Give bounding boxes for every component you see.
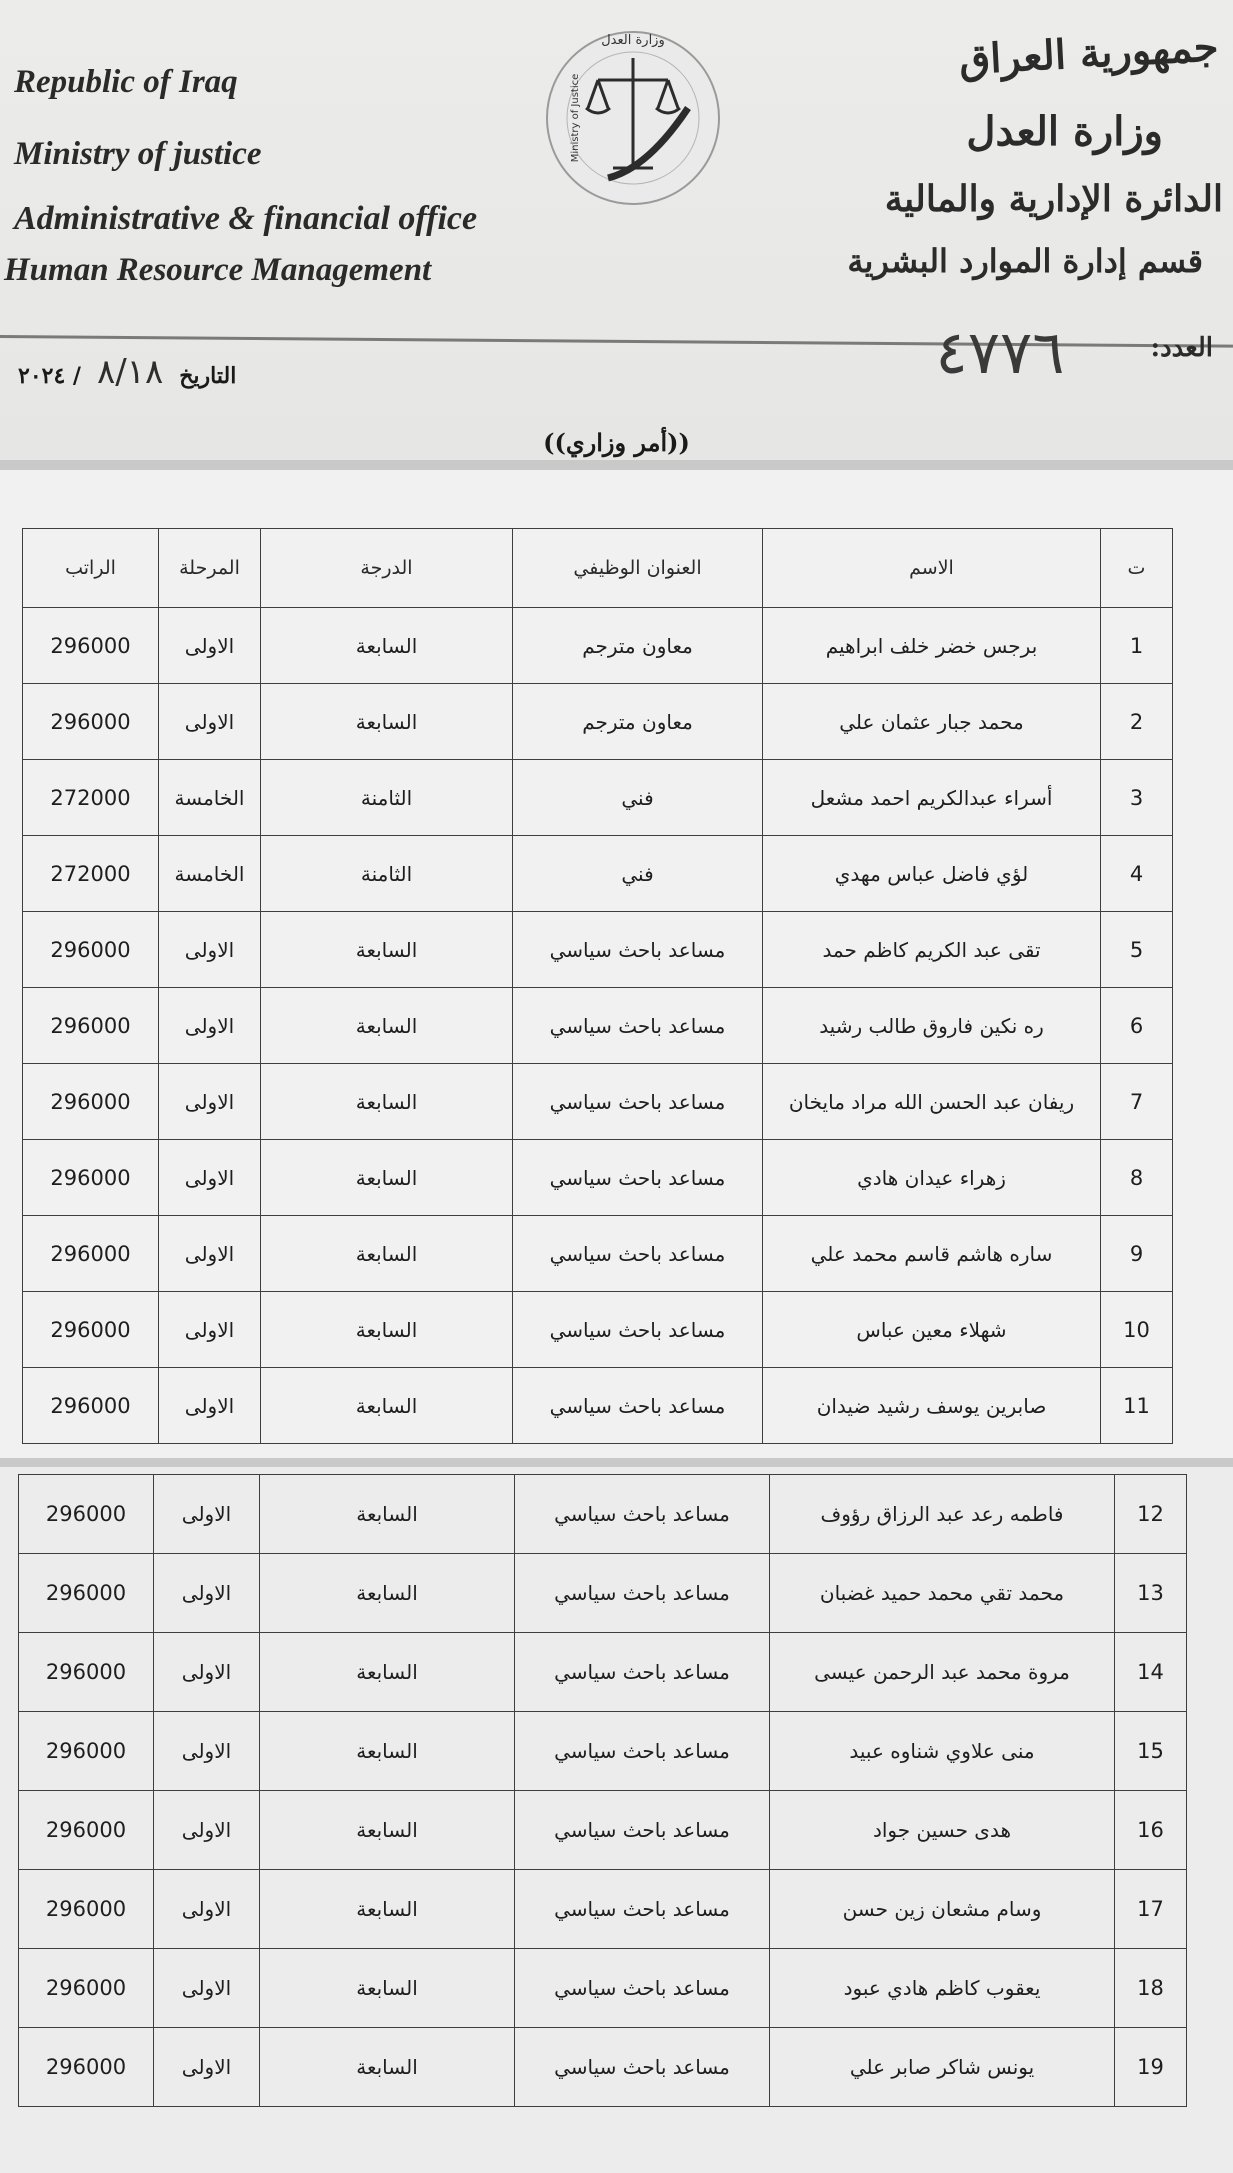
table-row [19, 1712, 1187, 1791]
grade-stage: الاولى [154, 1633, 260, 1712]
english-ministry-line: Ministry of justice [14, 136, 262, 172]
table-row [23, 1292, 1173, 1368]
employee-name: لؤي فاضل عباس مهدي [763, 836, 1101, 912]
salary-amount: 296000 [19, 1554, 154, 1633]
row-number: 13 [1115, 1554, 1187, 1633]
salary-amount: 272000 [23, 836, 159, 912]
table-body-part-2 [19, 1475, 1187, 2107]
col-header-salary: الراتب [23, 529, 159, 608]
arabic-ministry-line: وزارة العدل [966, 108, 1163, 155]
arabic-country-line: جمهورية العراق [958, 23, 1221, 84]
employee-name: ريفان عبد الحسن الله مراد مايخان [763, 1064, 1101, 1140]
employee-name: أسراء عبدالكريم احمد مشعل [763, 760, 1101, 836]
job-grade: السابعة [260, 1554, 515, 1633]
salary-amount: 296000 [23, 684, 159, 760]
job-title: مساعد باحث سياسي [513, 1140, 763, 1216]
job-title: مساعد باحث سياسي [513, 1292, 763, 1368]
grade-stage: الاولى [159, 1064, 261, 1140]
employee-name: يونس شاكر صابر علي [770, 2028, 1115, 2107]
row-number: 5 [1101, 912, 1173, 988]
table-row [23, 1216, 1173, 1292]
job-grade: السابعة [260, 1712, 515, 1791]
salary-amount: 296000 [19, 1633, 154, 1712]
salary-amount: 296000 [23, 1064, 159, 1140]
col-header-title: العنوان الوظيفي [513, 529, 763, 608]
employee-name: وسام مشعان زين حسن [770, 1870, 1115, 1949]
salary-amount: 296000 [23, 1216, 159, 1292]
salary-amount: 296000 [23, 988, 159, 1064]
employee-name: مروة محمد عبد الرحمن عيسى [770, 1633, 1115, 1712]
row-number: 3 [1101, 760, 1173, 836]
employee-name: شهلاء معين عباس [763, 1292, 1101, 1368]
job-title: مساعد باحث سياسي [515, 2028, 770, 2107]
job-grade: السابعة [261, 1140, 513, 1216]
row-number: 14 [1115, 1633, 1187, 1712]
table-row [23, 608, 1173, 684]
job-title: مساعد باحث سياسي [515, 1949, 770, 2028]
employee-name: محمد جبار عثمان علي [763, 684, 1101, 760]
job-title: مساعد باحث سياسي [515, 1475, 770, 1554]
table-row [23, 1140, 1173, 1216]
table-header-row [23, 529, 1173, 608]
job-title: مساعد باحث سياسي [515, 1554, 770, 1633]
job-grade: السابعة [261, 1292, 513, 1368]
document-number-label: العدد: [1150, 333, 1213, 363]
row-number: 1 [1101, 608, 1173, 684]
col-header-seq: ت [1101, 529, 1173, 608]
job-grade: الثامنة [261, 760, 513, 836]
col-header-name: الاسم [763, 529, 1101, 608]
table-row [19, 1870, 1187, 1949]
salary-amount: 296000 [23, 912, 159, 988]
logo-english-caption: Ministry of Justice [570, 73, 581, 163]
employee-name: برجس خضر خلف ابراهيم [763, 608, 1101, 684]
job-title: مساعد باحث سياسي [513, 912, 763, 988]
grade-stage: الاولى [159, 684, 261, 760]
table-row [19, 1475, 1187, 1554]
salary-amount: 296000 [19, 1791, 154, 1870]
ministerial-order-title: ((أمر وزاري)) [543, 428, 690, 457]
row-number: 7 [1101, 1064, 1173, 1140]
row-number: 16 [1115, 1791, 1187, 1870]
employee-name: ره نكين فاروق طالب رشيد [763, 988, 1101, 1064]
salary-amount: 296000 [19, 1712, 154, 1791]
salary-amount: 296000 [23, 1140, 159, 1216]
table-body-part-1 [23, 608, 1173, 1444]
employee-name: زهراء عيدان هادي [763, 1140, 1101, 1216]
date-value: ٨/١٨ [96, 352, 164, 392]
table-row [23, 684, 1173, 760]
table-row [19, 1949, 1187, 2028]
table-row [23, 760, 1173, 836]
job-title: مساعد باحث سياسي [513, 1064, 763, 1140]
employee-name: منى علاوي شناوه عبيد [770, 1712, 1115, 1791]
grade-stage: الاولى [159, 1216, 261, 1292]
salary-amount: 296000 [23, 1368, 159, 1444]
job-grade: السابعة [261, 1216, 513, 1292]
job-grade: السابعة [261, 912, 513, 988]
job-title: مساعد باحث سياسي [515, 1712, 770, 1791]
english-department-line: Human Resource Management [4, 252, 432, 288]
grade-stage: الاولى [159, 1368, 261, 1444]
salary-amount: 296000 [23, 608, 159, 684]
grade-stage: الاولى [159, 1292, 261, 1368]
document-number-value: ٤٧٧٦ [935, 318, 1065, 388]
col-header-grade: الدرجة [261, 529, 513, 608]
row-number: 6 [1101, 988, 1173, 1064]
job-grade: السابعة [260, 1791, 515, 1870]
table-row [19, 1791, 1187, 1870]
grade-stage: الاولى [159, 912, 261, 988]
table-row [23, 836, 1173, 912]
job-title: مساعد باحث سياسي [515, 1870, 770, 1949]
job-grade: السابعة [261, 1064, 513, 1140]
grade-stage: الاولى [154, 1791, 260, 1870]
salary-amount: 296000 [23, 1292, 159, 1368]
letterhead [0, 0, 1233, 460]
grade-stage: الاولى [154, 1949, 260, 2028]
employee-name: صابرين يوسف رشيد ضيدان [763, 1368, 1101, 1444]
salary-amount: 272000 [23, 760, 159, 836]
salary-amount: 296000 [19, 2028, 154, 2107]
job-title: فني [513, 760, 763, 836]
employees-table-part-2 [18, 1474, 1187, 2107]
job-grade: السابعة [260, 1949, 515, 2028]
date-label: التاريخ [179, 363, 237, 389]
table-row [23, 912, 1173, 988]
table-row [19, 2028, 1187, 2107]
english-country-line: Republic of Iraq [14, 64, 238, 100]
job-title: معاون مترجم [513, 608, 763, 684]
job-grade: السابعة [261, 684, 513, 760]
english-office-line: Administrative & financial office [14, 200, 478, 237]
employee-name: ساره هاشم قاسم محمد علي [763, 1216, 1101, 1292]
salary-amount: 296000 [19, 1475, 154, 1554]
grade-stage: الاولى [159, 608, 261, 684]
row-number: 18 [1115, 1949, 1187, 2028]
col-header-stage: المرحلة [159, 529, 261, 608]
row-number: 17 [1115, 1870, 1187, 1949]
row-number: 11 [1101, 1368, 1173, 1444]
job-title: مساعد باحث سياسي [515, 1633, 770, 1712]
row-number: 19 [1115, 2028, 1187, 2107]
grade-stage: الاولى [154, 1475, 260, 1554]
table-row [19, 1554, 1187, 1633]
job-title: مساعد باحث سياسي [513, 1368, 763, 1444]
grade-stage: الاولى [154, 1712, 260, 1791]
job-grade: الثامنة [261, 836, 513, 912]
table-row [19, 1633, 1187, 1712]
row-number: 8 [1101, 1140, 1173, 1216]
job-title: مساعد باحث سياسي [515, 1791, 770, 1870]
grade-stage: الاولى [154, 1870, 260, 1949]
date-year: / ٢٠٢٤ [18, 363, 81, 389]
job-grade: السابعة [261, 608, 513, 684]
grade-stage: الخامسة [159, 760, 261, 836]
job-title: مساعد باحث سياسي [513, 988, 763, 1064]
employee-name: محمد تقي محمد حميد غضبان [770, 1554, 1115, 1633]
table-row [23, 988, 1173, 1064]
job-grade: السابعة [261, 1368, 513, 1444]
job-grade: السابعة [260, 1475, 515, 1554]
row-number: 4 [1101, 836, 1173, 912]
ministry-scales-logo [538, 18, 728, 218]
arabic-department-line: قسم إدارة الموارد البشرية [847, 242, 1203, 280]
arabic-directorate-line: الدائرة الإدارية والمالية [884, 178, 1223, 220]
employee-name: تقى عبد الكريم كاظم حمد [763, 912, 1101, 988]
grade-stage: الخامسة [159, 836, 261, 912]
employees-table-part-1 [22, 528, 1173, 1444]
employee-name: هدى حسين جواد [770, 1791, 1115, 1870]
job-title: فني [513, 836, 763, 912]
row-number: 12 [1115, 1475, 1187, 1554]
logo-arabic-caption: وزارة العدل [601, 33, 665, 48]
grade-stage: الاولى [154, 1554, 260, 1633]
job-grade: السابعة [260, 1633, 515, 1712]
job-grade: السابعة [261, 988, 513, 1064]
job-grade: السابعة [260, 1870, 515, 1949]
salary-amount: 296000 [19, 1949, 154, 2028]
job-title: معاون مترجم [513, 684, 763, 760]
row-number: 9 [1101, 1216, 1173, 1292]
job-title: مساعد باحث سياسي [513, 1216, 763, 1292]
table-row [23, 1064, 1173, 1140]
row-number: 2 [1101, 684, 1173, 760]
row-number: 15 [1115, 1712, 1187, 1791]
salary-amount: 296000 [19, 1870, 154, 1949]
grade-stage: الاولى [159, 988, 261, 1064]
employee-name: فاطمه رعد عبد الرزاق رؤوف [770, 1475, 1115, 1554]
job-grade: السابعة [260, 2028, 515, 2107]
employee-name: يعقوب كاظم هادي عبود [770, 1949, 1115, 2028]
grade-stage: الاولى [154, 2028, 260, 2107]
table-row [23, 1368, 1173, 1444]
row-number: 10 [1101, 1292, 1173, 1368]
grade-stage: الاولى [159, 1140, 261, 1216]
date-block [18, 352, 236, 392]
